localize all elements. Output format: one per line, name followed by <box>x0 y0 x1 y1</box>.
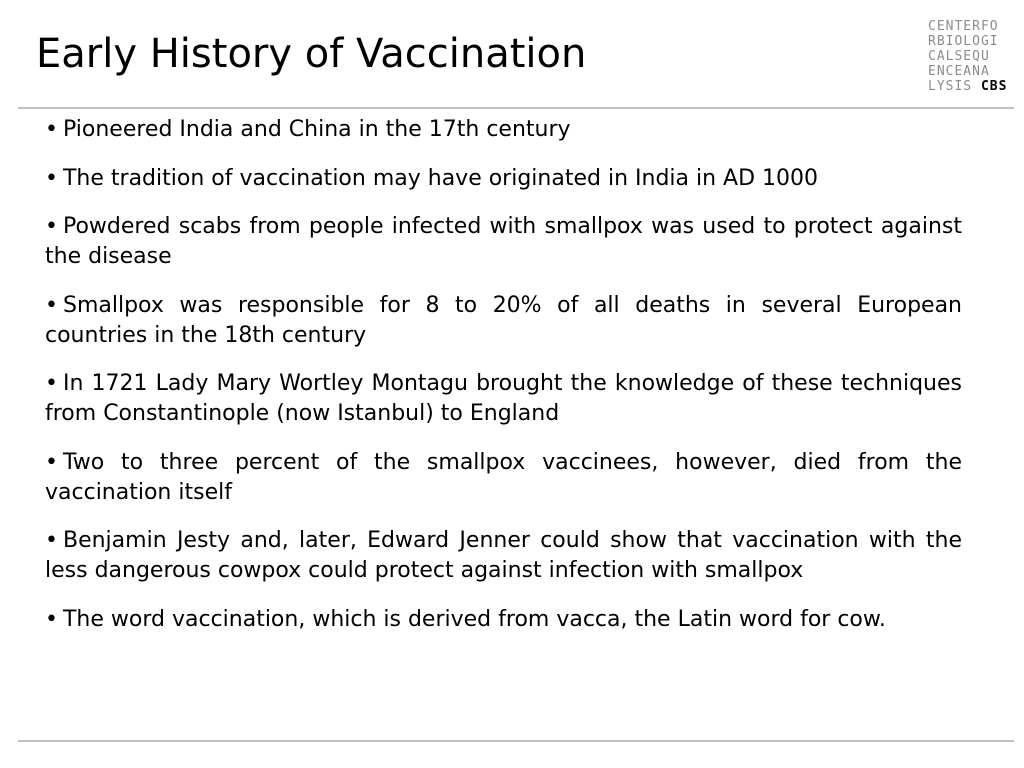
bullet-text: The tradition of vaccination may have originated in India in AD 1000 <box>62 165 819 191</box>
bullet-marker: • <box>45 528 58 553</box>
bullet-item <box>45 291 962 351</box>
bullet-marker: • <box>45 371 58 396</box>
logo-text-line: CENTERFO <box>928 19 999 34</box>
bullet-item <box>45 164 962 194</box>
bullet-item <box>45 115 962 145</box>
footer-divider <box>18 740 1014 742</box>
logo-text-line: ENCEANA <box>928 64 990 79</box>
slide-title: Early History of Vaccination <box>36 31 587 77</box>
logo-text-fragment: LYSIS <box>928 79 973 94</box>
logo-acronym: CBS <box>980 79 1008 94</box>
bullet-text: Pioneered India and China in the 17th century <box>62 117 571 142</box>
header-divider <box>18 107 1014 109</box>
bullet-text: Smallpox was responsible for 8 to 20% of all deaths in several European countries in the 18th century <box>45 292 962 348</box>
bullet-item <box>45 605 962 635</box>
bullet-text: Powdered scabs from people infected with smallpox was used to protect against the disease <box>45 214 962 269</box>
bullet-list <box>45 115 962 653</box>
bullet-item <box>45 369 962 429</box>
bullet-text: Benjamin Jesty and, later, Edward Jenner could show that vaccination with the less dangerous cowpox could protect against infection with smallpox <box>45 528 962 583</box>
bullet-marker: • <box>45 606 58 632</box>
cbs-logo <box>928 19 1012 94</box>
bullet-item <box>45 526 962 586</box>
bullet-item <box>45 448 962 508</box>
bullet-marker: • <box>45 292 58 318</box>
bullet-text: In 1721 Lady Mary Wortley Montagu brought the knowledge of these techniques from Constantinople (now Istanbul) to England <box>45 371 962 426</box>
bullet-marker: • <box>45 214 58 239</box>
logo-text-line: CALSEQU <box>928 49 990 64</box>
logo-text-line: RBIOLOGI <box>928 34 999 49</box>
bullet-marker: • <box>45 165 58 191</box>
bullet-text: The word vaccination, which is derived from vacca, the Latin word for cow. <box>62 606 886 632</box>
bullet-marker: • <box>45 449 58 475</box>
logo-text-line-last <box>928 79 1012 94</box>
bullet-item <box>45 212 962 272</box>
bullet-text: Two to three percent of the smallpox vaccinees, however, died from the vaccination itself <box>45 449 962 505</box>
bullet-marker: • <box>45 117 58 142</box>
